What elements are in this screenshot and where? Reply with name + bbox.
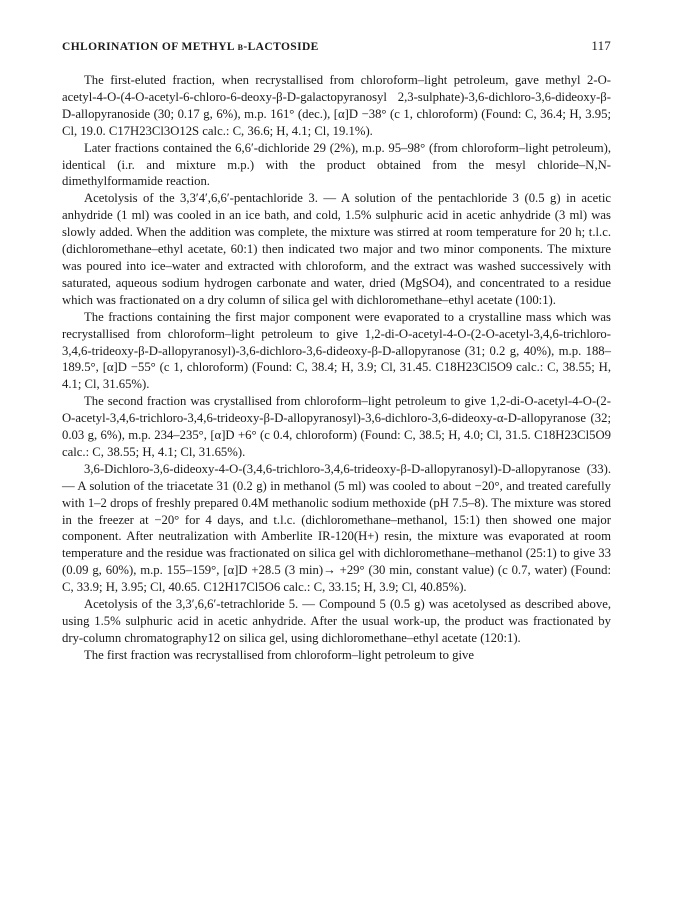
paragraph: The fractions containing the first major component were evaporated to a crystalline mass which was recrystallised from chloroform–light petroleum to give 1,2-di-O-acetyl-4-O-(2-O-acetyl-3,4,6-trichloro-3,4,6-trideoxy-β-D-allopyranosyl)-3,6-dichloro-3,6-dideoxy-β-D-allopyranose (31; 0.2 g, 40%), m.p. 188–189.5°, [α]D −55° (c 1, chloroform) (Found: C, 38.4; H, 3.9; Cl, 31.45. C18H23Cl5O9 calc.: C, 38.55; H, 4.1; Cl, 31.65%).	[62, 309, 611, 392]
running-header	[62, 38, 611, 58]
paragraph: The first fraction was recrystallised from chloroform–light petroleum to give	[84, 647, 475, 662]
paragraph: 3,6-Dichloro-3,6-dideoxy-4-O-(3,4,6-trichloro-3,4,6-trideoxy-β-D-allopyranosyl)-D-allopyranose (33). — A solution of the triacetate 31 (0.2 g) in methanol (5 ml) was cooled to about −20°, and treated carefully with 1–2 drops of freshly prepared 0.4M methanolic sodium methoxide (pH 7.5–8). The mixture was stored in the freezer at −20° for 4 days, and t.l.c. (dichloromethane–methanol, 15:1) then showed one major component. After neutralization with Amberlite IR-120(H+) resin, the mixture was evaporated at room temperature and the residue was fractionated on silica gel with dichloromethane–methanol (25:1) to give 33 (0.09 g, 60%), m.p. 155–159°, [α]D +28.5 (3 min)→ +29° (30 min, constant value) (c 0.7, water) (Found: C, 33.9; H, 3.95; Cl, 40.65. C12H17Cl5O6 calc.: C, 33.15; H, 3.9; Cl, 40.85%).	[62, 461, 611, 595]
paragraph: Later fractions contained the 6,6′-dichloride 29 (2%), m.p. 95–98° (from chloroform–light petroleum), identical (i.r. and mixture m.p.) with the product obtained from the mesyl chloride–N,N-dimethylformamide reaction.	[62, 140, 611, 189]
running-title: CHLORINATION OF METHYL β-LACTOSIDE	[62, 41, 319, 53]
paragraph: Acetolysis of the 3,3′,6,6′-tetrachloride 5. — Compound 5 (0.5 g) was acetolysed as described above, using 1.5% sulphuric acid in acetic anhydride. After the usual work-up, the product was fractionated by dry-column chromatography12 on silica gel, using dichloromethane–ethyl acetate (120:1).	[62, 597, 611, 645]
article-body	[62, 72, 611, 664]
paragraph: Acetolysis of the 3,3′4′,6,6′-pentachloride 3. — A solution of the pentachloride 3 (0.5 g) in acetic anhydride (1 ml) was cooled in an ice bath, and cold, 1.5% sulphuric acid in acetic anhydride (3 ml) was slowly added. When the addition was complete, the mixture was stirred at room temperature for 20 h; t.l.c. (dichloromethane–ethyl acetate, 60:1) then indicated two major and two minor components. The mixture was poured into ice–water and extracted with chloroform, and the extract was washed successively with saturated, aqueous sodium hydrogen carbonate and water, dried (MgSO4), and concentrated to a residue which was fractionated on a dry column of silica gel with dichloromethane–ethyl acetate (100:1).	[62, 191, 611, 307]
journal-page	[62, 38, 611, 664]
paragraph: The first-eluted fraction, when recrystallised from chloroform–light petroleum, gave methyl 2-O-acetyl-4-O-(4-O-acetyl-6-chloro-6-deoxy-β-D-galactopyranosyl 2,3-sulphate)-3,6-dichloro-3,6-dideoxy-β-D-allopyranoside (30; 0.17 g, 6%), m.p. 161° (dec.), [α]D −38° (c 1, chloroform) (Found: C, 36.4; H, 3.95; Cl, 19.0. C17H23Cl3O12S calc.: C, 36.6; H, 4.1; Cl, 19.1%).	[62, 73, 611, 138]
page-number: 117	[591, 38, 611, 53]
paragraph: The second fraction was crystallised from chloroform–light petroleum to give 1,2-di-O-acetyl-4-O-(2-O-acetyl-3,4,6-trichloro-3,4,6-trideoxy-β-D-allopyranosyl)-3,6-dichloro-3,6-dideoxy-α-D-allopyranose (32; 0.03 g, 6%), m.p. 234–235°, [α]D +6° (c 0.4, chloroform) (Found: C, 38.5; H, 4.0; Cl, 31.5. C18H23Cl5O9 calc.: C, 38.55; H, 4.1; Cl, 31.65%).	[62, 394, 611, 459]
